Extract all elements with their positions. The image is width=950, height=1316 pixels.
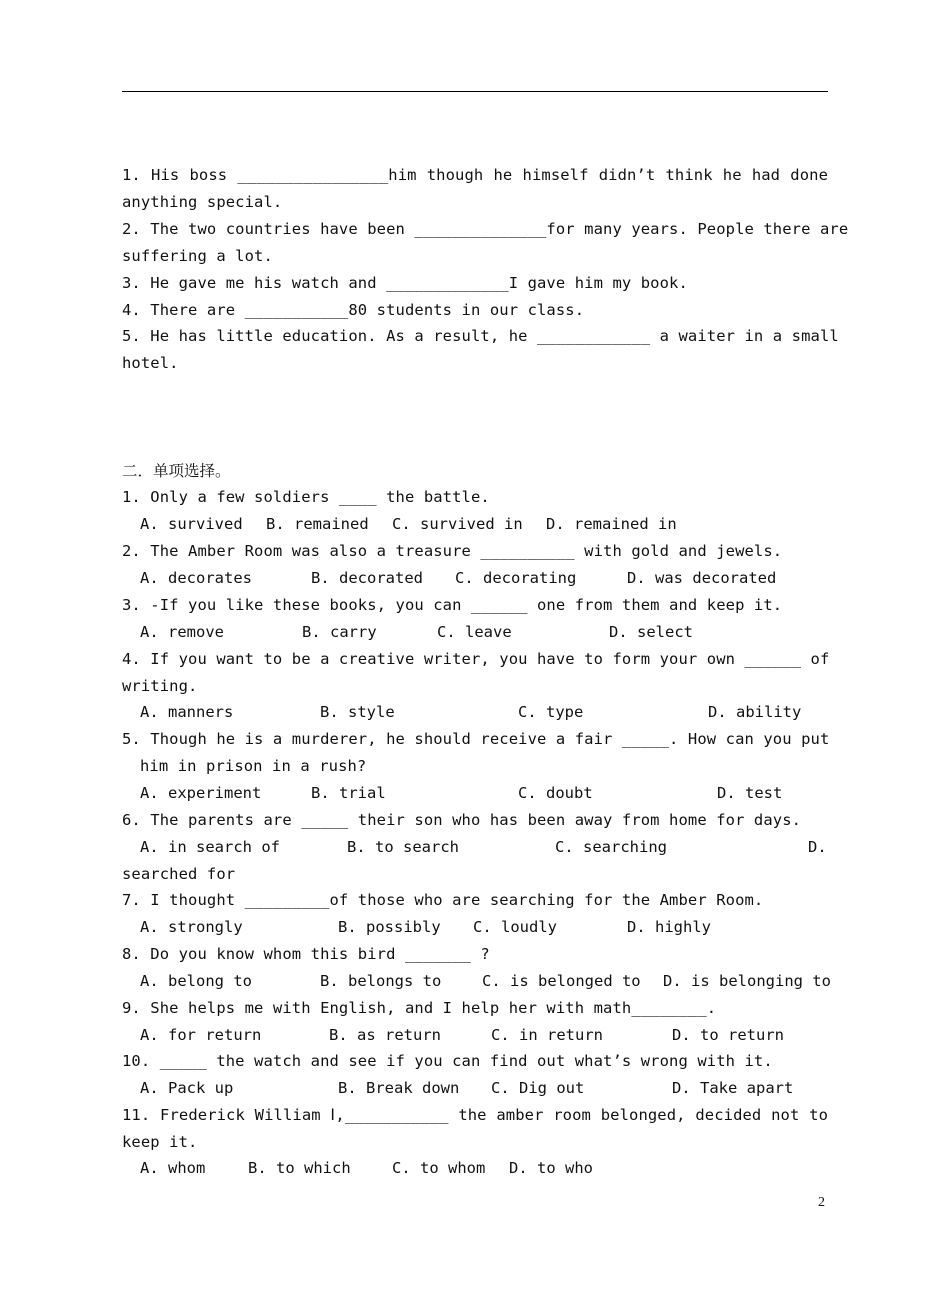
question-8: 8. Do you know whom this bird _______ ?: [122, 945, 490, 963]
q2-option-d: D. was decorated: [627, 569, 777, 587]
fill-in-1: 1. His boss ________________him though he himself didn’t think he had done: [122, 166, 828, 184]
fill-in-2-cont: suffering a lot.: [122, 247, 273, 265]
fill-in-1-cont: anything special.: [122, 193, 283, 211]
q10-option-b: B. Break down: [338, 1079, 460, 1097]
fill-in-5: 5. He has little education. As a result, he ____________ a waiter in a small: [122, 327, 839, 345]
q8-option-d: D. is belonging to: [663, 972, 831, 990]
q7-option-c: C. loudly: [473, 918, 557, 936]
q11-option-c: C. to whom: [392, 1159, 486, 1177]
q6-option-b: B. to search: [347, 838, 459, 856]
header-rule: [122, 91, 828, 92]
q4-option-a: A. manners: [140, 703, 234, 721]
q8-option-c: C. is belonged to: [482, 972, 641, 990]
question-11: 11. Frederick William Ⅰ,___________ the amber room belonged, decided not to: [122, 1106, 828, 1124]
question-1: 1. Only a few soldiers ____ the battle.: [122, 488, 490, 506]
page-number: 2: [818, 1195, 825, 1210]
fill-in-3: 3. He gave me his watch and _____________I gave him my book.: [122, 274, 688, 292]
q6-option-c: C. searching: [555, 838, 667, 856]
q3-option-b: B. carry: [302, 623, 377, 641]
q4-option-c: C. type: [518, 703, 584, 721]
q9-option-a: A. for return: [140, 1026, 262, 1044]
question-6: 6. The parents are _____ their son who has been away from home for days.: [122, 811, 802, 829]
question-2: 2. The Amber Room was also a treasure __________ with gold and jewels.: [122, 542, 783, 560]
q4-option-b: B. style: [320, 703, 395, 721]
question-9: 9. She helps me with English, and I help her with math________.: [122, 999, 717, 1017]
fill-in-4: 4. There are ___________80 students in our class.: [122, 301, 585, 319]
q7-option-a: A. strongly: [140, 918, 243, 936]
q9-option-d: D. to return: [672, 1026, 784, 1044]
question-7: 7. I thought _________of those who are searching for the Amber Room.: [122, 891, 764, 909]
q2-option-c: C. decorating: [455, 569, 577, 587]
q11-option-a: A. whom: [140, 1159, 206, 1177]
q11-option-b: B. to which: [248, 1159, 351, 1177]
q10-option-a: A. Pack up: [140, 1079, 234, 1097]
q6-option-d: D.: [808, 838, 827, 856]
q8-option-b: B. belongs to: [320, 972, 442, 990]
q1-option-b: B. remained: [266, 515, 369, 533]
q7-option-b: B. possibly: [338, 918, 441, 936]
q7-option-d: D. highly: [627, 918, 711, 936]
question-10: 10. _____ the watch and see if you can find out what’s wrong with it.: [122, 1052, 773, 1070]
q3-option-c: C. leave: [437, 623, 512, 641]
fill-in-2: 2. The two countries have been ______________for many years. People there are: [122, 220, 849, 238]
q3-option-d: D. select: [609, 623, 693, 641]
q5-option-a: A. experiment: [140, 784, 262, 802]
q1-option-d: D. remained in: [546, 515, 677, 533]
q4-option-d: D. ability: [708, 703, 802, 721]
q6-option-a: A. in search of: [140, 838, 280, 856]
question-4: 4. If you want to be a creative writer, you have to form your own ______ of: [122, 650, 830, 668]
section-heading: 二．单项选择。: [122, 462, 231, 480]
question-5-cont: him in prison in a rush?: [140, 757, 367, 775]
q10-option-d: D. Take apart: [672, 1079, 794, 1097]
question-4-cont: writing.: [122, 677, 198, 695]
q5-option-d: D. test: [717, 784, 783, 802]
q2-option-b: B. decorated: [311, 569, 423, 587]
q9-option-c: C. in return: [491, 1026, 603, 1044]
q5-option-b: B. trial: [311, 784, 386, 802]
q2-option-a: A. decorates: [140, 569, 252, 587]
question-11-cont: keep it.: [122, 1133, 198, 1151]
q3-option-a: A. remove: [140, 623, 224, 641]
q11-option-d: D. to who: [509, 1159, 593, 1177]
q1-option-c: C. survived in: [392, 515, 523, 533]
q9-option-b: B. as return: [329, 1026, 441, 1044]
q5-option-c: C. doubt: [518, 784, 593, 802]
q1-option-a: A. survived: [140, 515, 243, 533]
question-3: 3. -If you like these books, you can ______ one from them and keep it.: [122, 596, 783, 614]
fill-in-5-cont: hotel.: [122, 354, 179, 372]
q6-option-d-cont: searched for: [122, 865, 236, 883]
q10-option-c: C. Dig out: [491, 1079, 585, 1097]
q8-option-a: A. belong to: [140, 972, 252, 990]
question-5: 5. Though he is a murderer, he should receive a fair _____. How can you put: [122, 730, 830, 748]
